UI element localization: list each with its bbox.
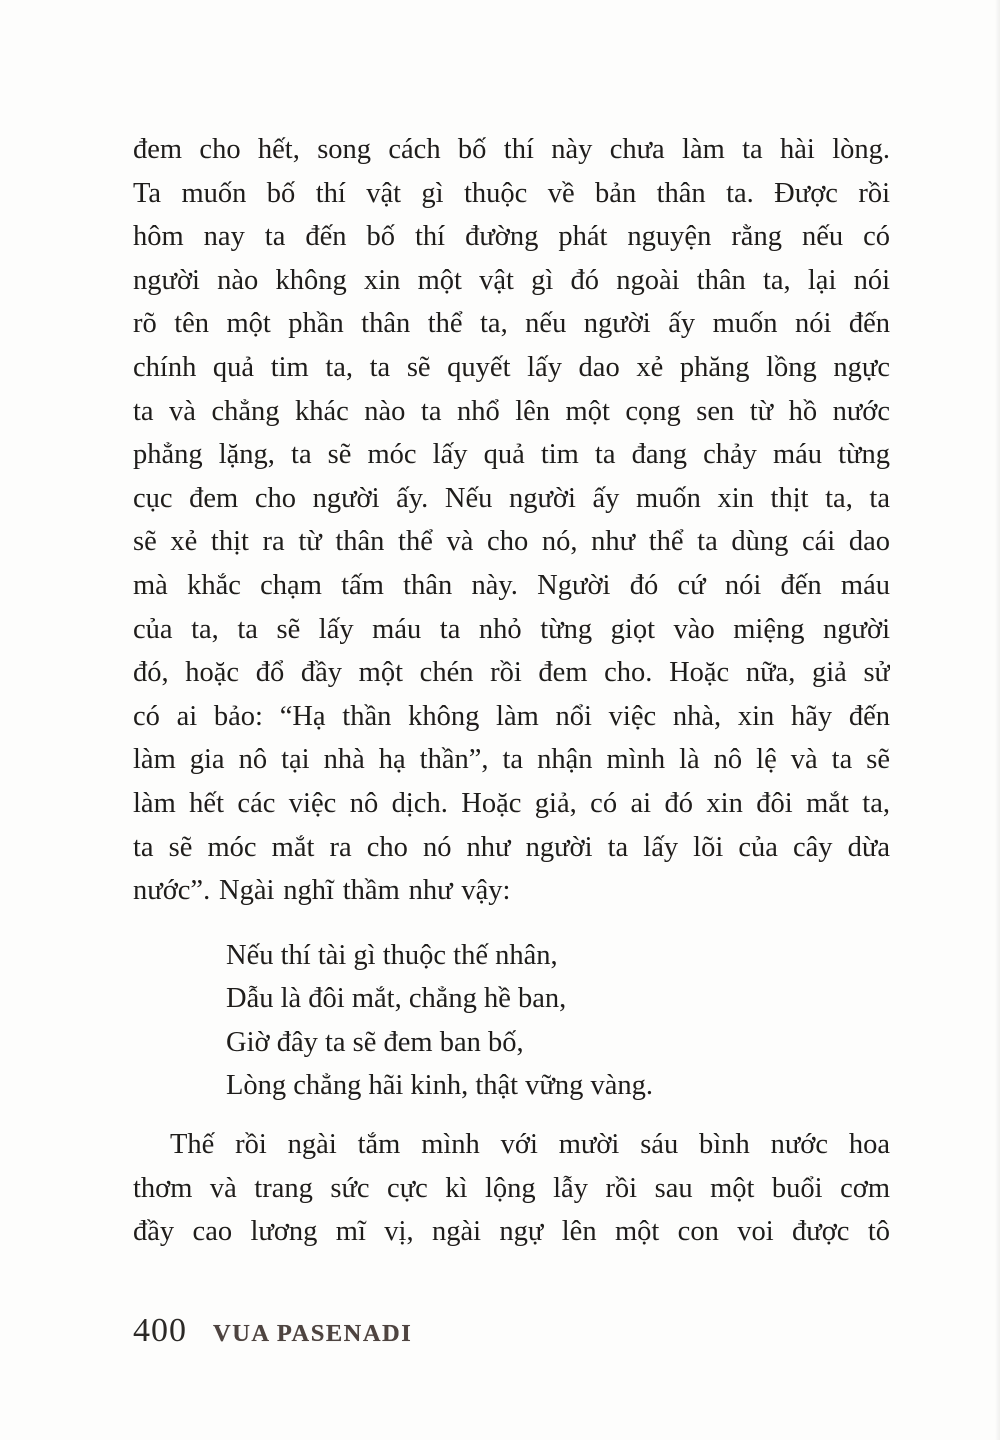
paragraph-line: ta sẽ móc mắt ra cho nó như người ta lấy lõi của cây dừa [133,831,890,863]
paragraph-line: đầy cao lương mĩ vị, ngài ngự lên một con voi được tô [133,1216,890,1248]
verse-line: Giờ đây ta sẽ đem ban bố, [226,1026,524,1058]
paragraph-line: thơm và trang sức cực kì lộng lẫy rồi sau một buổi cơm [133,1172,890,1204]
paragraph-line: ta và chẳng khác nào ta nhổ lên một cọng sen từ hồ nước [133,395,890,427]
paragraph-line: sẽ xẻ thịt ra từ thân thể và cho nó, như thể ta dùng cái dao [133,526,890,558]
verse-stanza [226,934,890,1108]
paragraph-line: làm gia nô tại nhà hạ thần”, ta nhận mình là nô lệ và ta sẽ [133,744,890,776]
closing-paragraph [133,1123,890,1254]
paragraph-line: của ta, ta sẽ lấy máu ta nhỏ từng giọt vào miệng người [133,613,890,645]
paragraph-line: Ta muốn bố thí vật gì thuộc về bản thân ta. Được rồi [133,177,890,209]
verse-line: Nếu thí tài gì thuộc thế nhân, [226,939,558,971]
page-number: 400 [133,1312,187,1349]
paragraph-line: làm hết các việc nô dịch. Hoặc giả, có ai đó xin đôi mắt ta, [133,787,890,819]
paragraph-line: Thế rồi ngài tắm mình với mười sáu bình nước hoa [170,1129,890,1161]
opening-paragraph [133,128,890,913]
paragraph-line: rõ tên một phần thân thể ta, nếu người ấy muốn nói đến [133,308,890,340]
paragraph-line: hôm nay ta đến bố thí đường phát nguyện rằng nếu có [133,221,890,253]
paragraph-line: phẳng lặng, ta sẽ móc lấy quả tim ta đang chảy máu từng [133,439,890,471]
body-text [133,128,890,1254]
paragraph-line: mà khắc chạm tấm thân này. Người đó cứ nói đến máu [133,569,890,601]
paragraph-line: chính quả tim ta, ta sẽ quyết lấy dao xẻ phăng lồng ngực [133,351,890,383]
running-title: VUA PASENADI [213,1320,413,1347]
paragraph-line: đem cho hết, song cách bố thí này chưa làm ta hài lòng. [133,134,890,165]
verse-line: Dẫu là đôi mắt, chẳng hề ban, [226,983,567,1015]
verse-line: Lòng chẳng hãi kinh, thật vững vàng. [226,1070,654,1102]
page-footer [133,1312,412,1350]
paragraph-line: đó, hoặc đổ đầy một chén rồi đem cho. Hoặc nữa, giả sử [133,657,890,689]
paragraph-line: có ai bảo: “Hạ thần không làm nổi việc nhà, xin hãy đến [133,700,890,732]
paragraph-line: cục đem cho người ấy. Nếu người ấy muốn xin thịt ta, ta [133,482,890,514]
paragraph-line: nước”. Ngài nghĩ thầm như vậy: [133,875,511,907]
paragraph-line: người nào không xin một vật gì đó ngoài thân ta, lại nói [133,264,890,296]
